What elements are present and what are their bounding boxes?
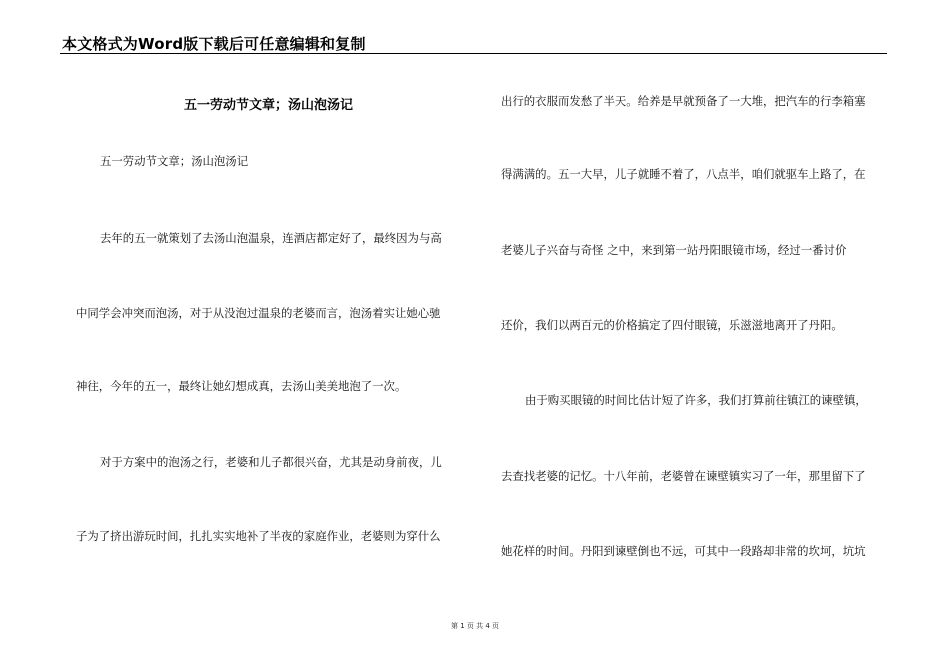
paragraph-line: 由于购买眼镜的时间比估计短了许多，我们打算前往镇江的谏壁镇， — [525, 393, 867, 407]
paragraph-line: 中同学会冲突而泡汤，对于从没泡过温泉的老婆而言，泡汤着实让她心驰 — [76, 306, 441, 320]
paragraph-line: 子为了挤出游玩时间，扎扎实实地补了半夜的家庭作业，老婆则为穿什么 — [76, 529, 441, 543]
page-number: 第 1 页 共 4 页 — [450, 622, 500, 630]
paragraph-line: 老婆儿子兴奋与奇怪 之中，来到第一站丹阳眼镜市场，经过一番讨价 — [501, 243, 847, 257]
paragraph-line: 还价，我们以两百元的价格搞定了四付眼镜，乐滋滋地离开了丹阳。 — [501, 318, 843, 332]
paragraph-line: 得满满的。五一大早，儿子就睡不着了，八点半，咱们就驱车上路了，在 — [501, 167, 866, 181]
paragraph-line: 去年的五一就策划了去汤山泡温泉，连酒店都定好了，最终因为与高 — [100, 231, 442, 245]
paragraph-line: 去查找老婆的记忆。十八年前，老婆曾在谏壁镇实习了一年，那里留下了 — [501, 469, 866, 483]
header-divider — [60, 53, 887, 54]
paragraph-line: 出行的衣服而发愁了半天。给养是早就预备了一大堆，把汽车的行李箱塞 — [501, 94, 866, 108]
article-title: 五一劳动节文章；汤山泡汤记 — [183, 98, 353, 113]
paragraph-line: 对于方案中的泡汤之行，老婆和儿子都很兴奋，尤其是动身前夜，儿 — [100, 455, 442, 469]
paragraph-line: 五一劳动节文章；汤山泡汤记 — [100, 154, 249, 168]
document-header-title: 本文格式为Word版下载后可任意编辑和复制 — [62, 35, 366, 53]
paragraph-line: 神往，今年的五一，最终让她幻想成真，去汤山美美地泡了一次。 — [76, 379, 407, 393]
paragraph-line: 她花样的时间。丹阳到谏壁倒也不远，可其中一段路却非常的坎坷，坑坑 — [501, 544, 866, 558]
